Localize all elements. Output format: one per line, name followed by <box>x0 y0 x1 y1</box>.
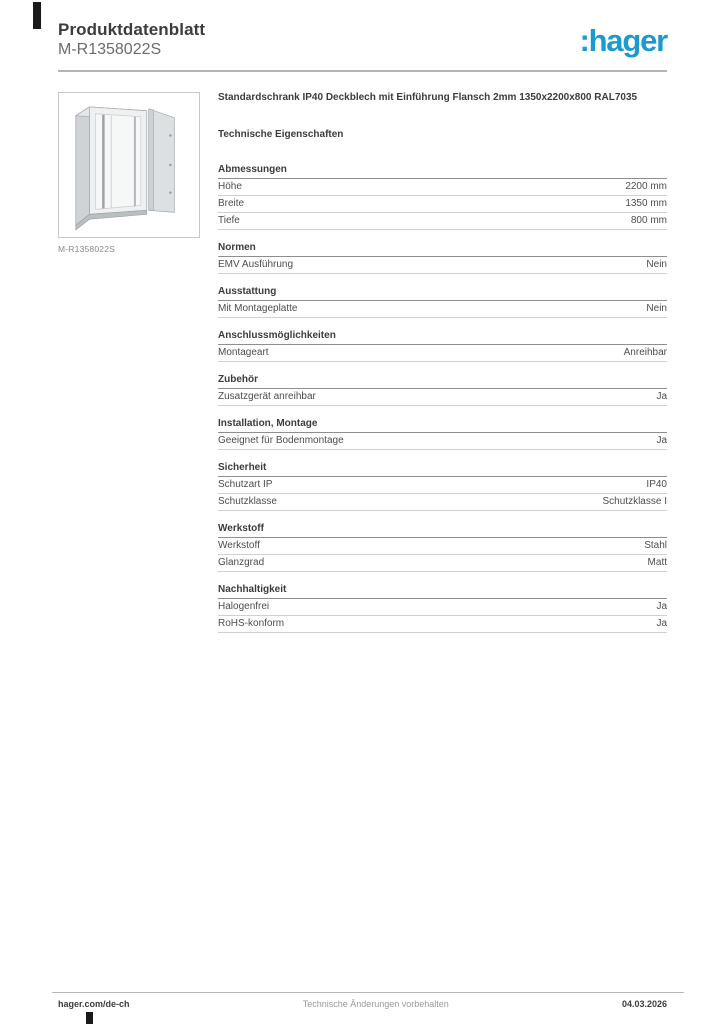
spec-value: Ja <box>656 391 667 402</box>
spec-label: Montageart <box>218 347 269 358</box>
spec-label: Breite <box>218 198 245 209</box>
spec-value: Ja <box>656 435 667 446</box>
spec-row <box>218 494 667 511</box>
section-heading: Anschlussmöglichkeiten <box>218 328 667 345</box>
section-heading: Abmessungen <box>218 162 667 179</box>
spec-content <box>218 92 667 643</box>
spec-sections <box>218 162 667 633</box>
spec-section <box>218 372 667 406</box>
spec-label: Tiefe <box>218 215 240 226</box>
spec-label: Halogenfrei <box>218 601 270 612</box>
product-image-caption: M-R1358022S <box>58 244 116 254</box>
caret-artifact-top <box>33 2 41 29</box>
spec-label: Geeignet für Bodenmontage <box>218 435 344 446</box>
spec-label: Schutzklasse <box>218 496 277 507</box>
spec-label: Werkstoff <box>218 540 260 551</box>
section-heading: Installation, Montage <box>218 416 667 433</box>
spec-value: Schutzklasse I <box>602 496 667 507</box>
spec-section <box>218 284 667 318</box>
spec-label: RoHS-konform <box>218 618 285 629</box>
spec-value: 2200 mm <box>625 181 667 192</box>
spec-row <box>218 599 667 616</box>
footer-date: 04.03.2026 <box>621 999 667 1009</box>
spec-label: Höhe <box>218 181 242 192</box>
product-title: Standardschrank IP40 Deckblech mit Einführung Flansch 2mm 1350x2200x800 RAL7035 <box>218 92 638 103</box>
spec-row <box>218 389 667 406</box>
spec-value: 800 mm <box>630 215 667 226</box>
spec-value: IP40 <box>646 479 667 490</box>
spec-row <box>218 179 667 196</box>
spec-row <box>218 213 667 230</box>
cabinet-illustration <box>60 94 198 236</box>
section-heading: Nachhaltigkeit <box>218 582 667 599</box>
section-heading: Normen <box>218 240 667 257</box>
spec-row <box>218 477 667 494</box>
footer <box>58 999 667 1009</box>
page-title: Produktdatenblatt <box>58 20 206 39</box>
footer-divider <box>52 992 684 993</box>
spec-section <box>218 416 667 450</box>
spec-row <box>218 301 667 318</box>
spec-value: Nein <box>646 303 667 314</box>
spec-label: Schutzart IP <box>218 479 273 490</box>
spec-section <box>218 521 667 572</box>
spec-section <box>218 460 667 511</box>
spec-section <box>218 240 667 274</box>
spec-row <box>218 196 667 213</box>
section-heading: Zubehör <box>218 372 667 389</box>
footer-website-link[interactable]: hager.com/de-ch <box>58 999 130 1009</box>
section-heading: Werkstoff <box>218 521 667 538</box>
product-image <box>58 92 200 238</box>
spec-label: EMV Ausführung <box>218 259 294 270</box>
header-divider <box>58 70 667 72</box>
section-heading: Ausstattung <box>218 284 667 301</box>
spec-value: Ja <box>656 601 667 612</box>
spec-value: 1350 mm <box>625 198 667 209</box>
spec-section <box>218 162 667 230</box>
spec-value: Anreihbar <box>623 347 667 358</box>
hager-logo: :hager <box>579 23 667 58</box>
spec-label: Mit Montageplatte <box>218 303 298 314</box>
spec-section <box>218 582 667 633</box>
caret-artifact-bottom <box>86 1012 93 1024</box>
spec-row <box>218 538 667 555</box>
spec-value: Ja <box>656 618 667 629</box>
spec-value: Stahl <box>644 540 667 551</box>
section-heading: Sicherheit <box>218 460 667 477</box>
spec-row <box>218 616 667 633</box>
spec-value: Matt <box>647 557 667 568</box>
spec-row <box>218 345 667 362</box>
spec-section <box>218 328 667 362</box>
tech-properties-header: Technische Eigenschaften <box>218 129 344 140</box>
footer-disclaimer: Technische Änderungen vorbehalten <box>302 999 449 1009</box>
product-reference: M-R1358022S <box>58 41 162 58</box>
spec-row <box>218 257 667 274</box>
spec-value: Nein <box>646 259 667 270</box>
spec-label: Glanzgrad <box>218 557 265 568</box>
spec-label: Zusatzgerät anreihbar <box>218 391 316 402</box>
spec-row <box>218 433 667 450</box>
spec-row <box>218 555 667 572</box>
